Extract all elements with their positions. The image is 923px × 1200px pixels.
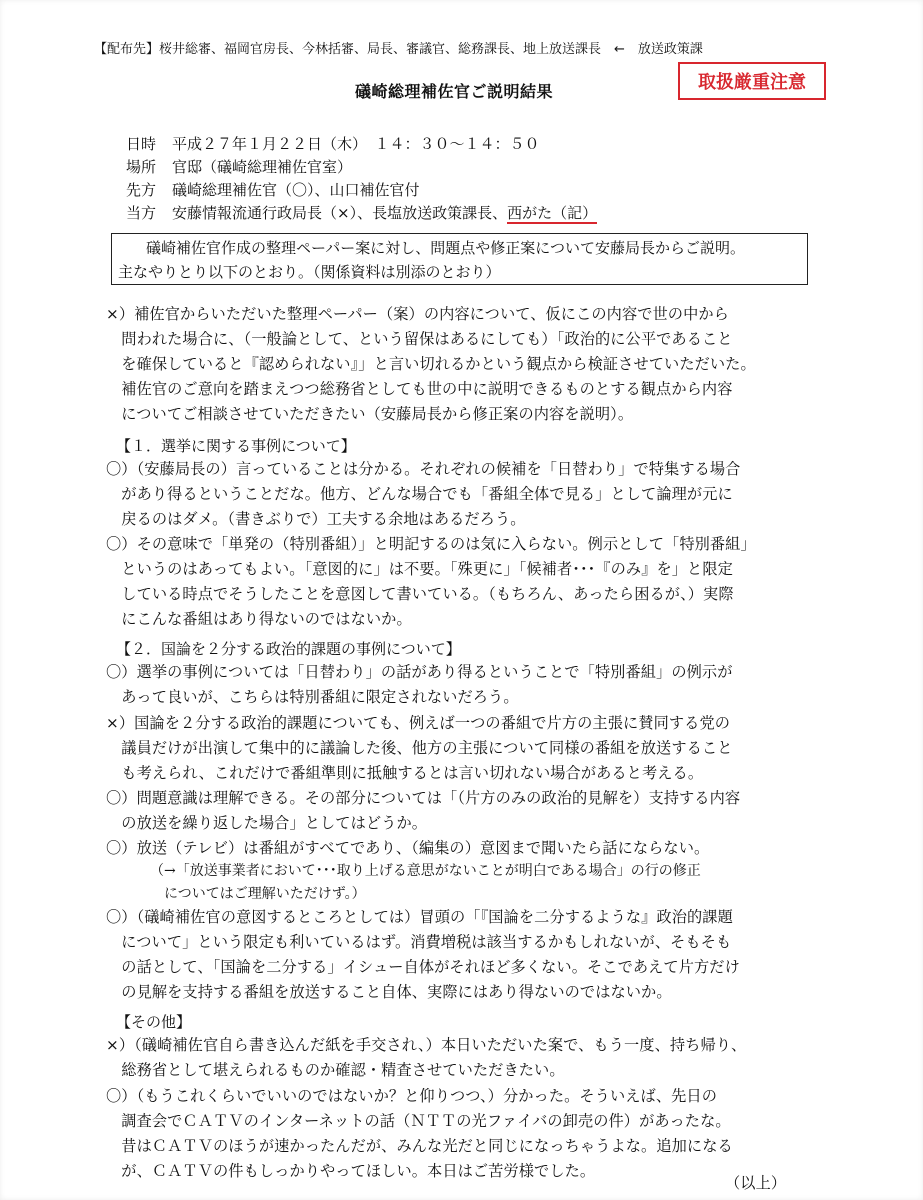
intro-line: を確保していると『認められない』」と言い切れるかという観点から検証させていただいた。 <box>106 355 756 373</box>
intro-line: ×）補佐官からいただいた整理ペーパー（案）の内容について、仮にこの内容で世の中から <box>106 305 729 323</box>
section2-line: 〇）放送（テレビ）は番組がすべてであり、（編集の）意図まで聞いたら話にならない。 <box>106 839 710 857</box>
section2-line: 〇）選挙の事例については「日替わり」の話があり得るということで「特別番組」の例示が <box>106 663 733 681</box>
meta-key: 場所 <box>126 158 157 176</box>
section2-line: 〇）（礒崎補佐官の意図するところとしては）冒頭の「『国論を二分するような』政治的課題 <box>106 908 733 926</box>
closing-mark: （以上） <box>725 1174 787 1192</box>
section3-line: 調査会でＣＡＴＶのインターネットの話（ＮＴＴの光ファイバの卸売の件）があったな。 <box>106 1112 731 1130</box>
section3-line: ×）（礒崎補佐官自ら書き込んだ紙を手交され、）本日いただいた案で、もう一度、持ち帰り、 <box>106 1036 747 1054</box>
section-heading: 【その他】 <box>116 1013 192 1031</box>
section2-line: 議員だけが出演して集中的に議論した後、他方の主張について同様の番組を放送すること <box>106 739 733 757</box>
summary-line: 主なやりとり以下のとおり。（関係資料は別添のとおり） <box>118 263 501 281</box>
intro-line: 問われた場合に、（一般論として、という留保はあるにしても）「政治的に公平であること <box>106 330 733 348</box>
meta-key: 先方 <box>126 181 157 199</box>
meta-row-datetime <box>126 133 540 154</box>
meta-row-place <box>126 156 352 177</box>
section3-line: 総務省として堪えられるものか確認・精査させていただきたい。 <box>106 1061 565 1079</box>
section2-line: ×）国論を２分する政治的課題についても、例えば一つの番組で片方の主張に賛同する党の <box>106 714 731 732</box>
document-title: 礒崎総理補佐官ご説明結果 <box>355 82 554 101</box>
meta-row-counterpart <box>126 179 420 200</box>
meta-value: 官邸（礒崎総理補佐官室） <box>172 158 353 176</box>
meta-value: 安藤情報流通行政局長（×）、長塩放送政策課長、 <box>172 204 508 222</box>
section1-line: 〇）その意味で「単発の（特別番組）」と明記するのは気に入らない。例示として「特別番組」 <box>106 535 756 553</box>
section1-line: というのはあってもよい。「意図的に」は不要。「殊更に」「候補者･･･『のみ』を」と限定 <box>106 560 733 578</box>
section1-line: にこんな番組はあり得ないのではないか。 <box>106 610 412 628</box>
section2-line: 〇）問題意識は理解できる。その部分については「（片方のみの政治的見解を）支持する内容 <box>106 789 741 807</box>
section2-line: について」という限定も利いているはず。消費増税は該当するかもしれないが、そもそも <box>106 933 732 951</box>
intro-line: についてご相談させていただきたい（安藤局長から修正案の内容を説明）。 <box>106 405 634 423</box>
section1-line: 〇）（安藤局長の）言っていることは分かる。それぞれの候補を「日替わり」で特集する場合 <box>106 460 741 478</box>
summary-line: 礒崎補佐官作成の整理ペーパー案に対し、問題点や修正案について安藤局長からご説明。 <box>146 239 745 257</box>
section2-note: （→「放送事業者において･･･取り上げる意思がないことが明白である場合」の行の修正 <box>150 863 701 879</box>
section2-note: についてはご理解いただけず。） <box>150 886 366 902</box>
summary-box <box>111 233 808 285</box>
section2-line: の放送を繰り返した場合」としてはどうか。 <box>106 814 428 832</box>
recorder-name: 西がた（記） <box>507 204 598 222</box>
confidential-stamp: 取扱厳重注意 <box>678 62 826 100</box>
section3-line: 〇）（もうこれくらいでいいのではないか？と仰りつつ、）分かった。そういえば、先日の <box>106 1087 717 1105</box>
section2-line: あって良いが、こちらは特別番組に限定されないだろう。 <box>106 688 519 706</box>
section-heading: 【２．国論を２分する政治的課題の事例について】 <box>116 640 461 658</box>
section1-line: 戻るのはダメ。（書きぶりで）工夫する余地はあるだろう。 <box>106 510 526 528</box>
section2-line: も考えられ、これだけで番組準則に抵触するとは言い切れない場合があると考える。 <box>106 764 704 782</box>
section2-line: の見解を支持する番組を放送すること自体、実際にはあり得ないのではないか。 <box>106 983 672 1001</box>
section3-line: 昔はＣＡＴＶのほうが速かったんだが、みんな光だと同じになっちゃうよな。追加になる <box>106 1137 733 1155</box>
meta-value: 礒崎総理補佐官（〇）、山口補佐官付 <box>172 181 420 199</box>
distribution-list: 【配布先】桜井総審、福岡官房長、今林括審、局長、審議官、総務課長、地上放送課長 ← 放送政策課 <box>94 42 703 57</box>
intro-line: 補佐官のご意向を踏まえつつ総務省としても世の中に説明できるものとする観点から内容 <box>106 380 733 398</box>
meta-value: 平成２７年１月２２日（木） １４：３０～１４：５０ <box>172 135 540 153</box>
section2-line: の話として、「国論を二分する」イシュー自体がそれほど多くない。そこであえて片方だけ <box>106 958 740 976</box>
meta-key: 当方 <box>126 204 157 222</box>
section3-line: が、ＣＡＴＶの件もしっかりやってほしい。本日はご苦労様でした。 <box>106 1162 596 1180</box>
section1-line: している時点でそうしたことを意図して書いている。（もちろん、あったら困るが、）実際 <box>106 585 734 603</box>
section-heading: 【１．選挙に関する事例について】 <box>116 437 356 455</box>
meta-key: 日時 <box>126 135 157 153</box>
meta-row-our-side <box>126 202 597 223</box>
section1-line: があり得るということだな。他方、どんな場合でも「番組全体で見る」として論理が元に <box>106 485 733 503</box>
